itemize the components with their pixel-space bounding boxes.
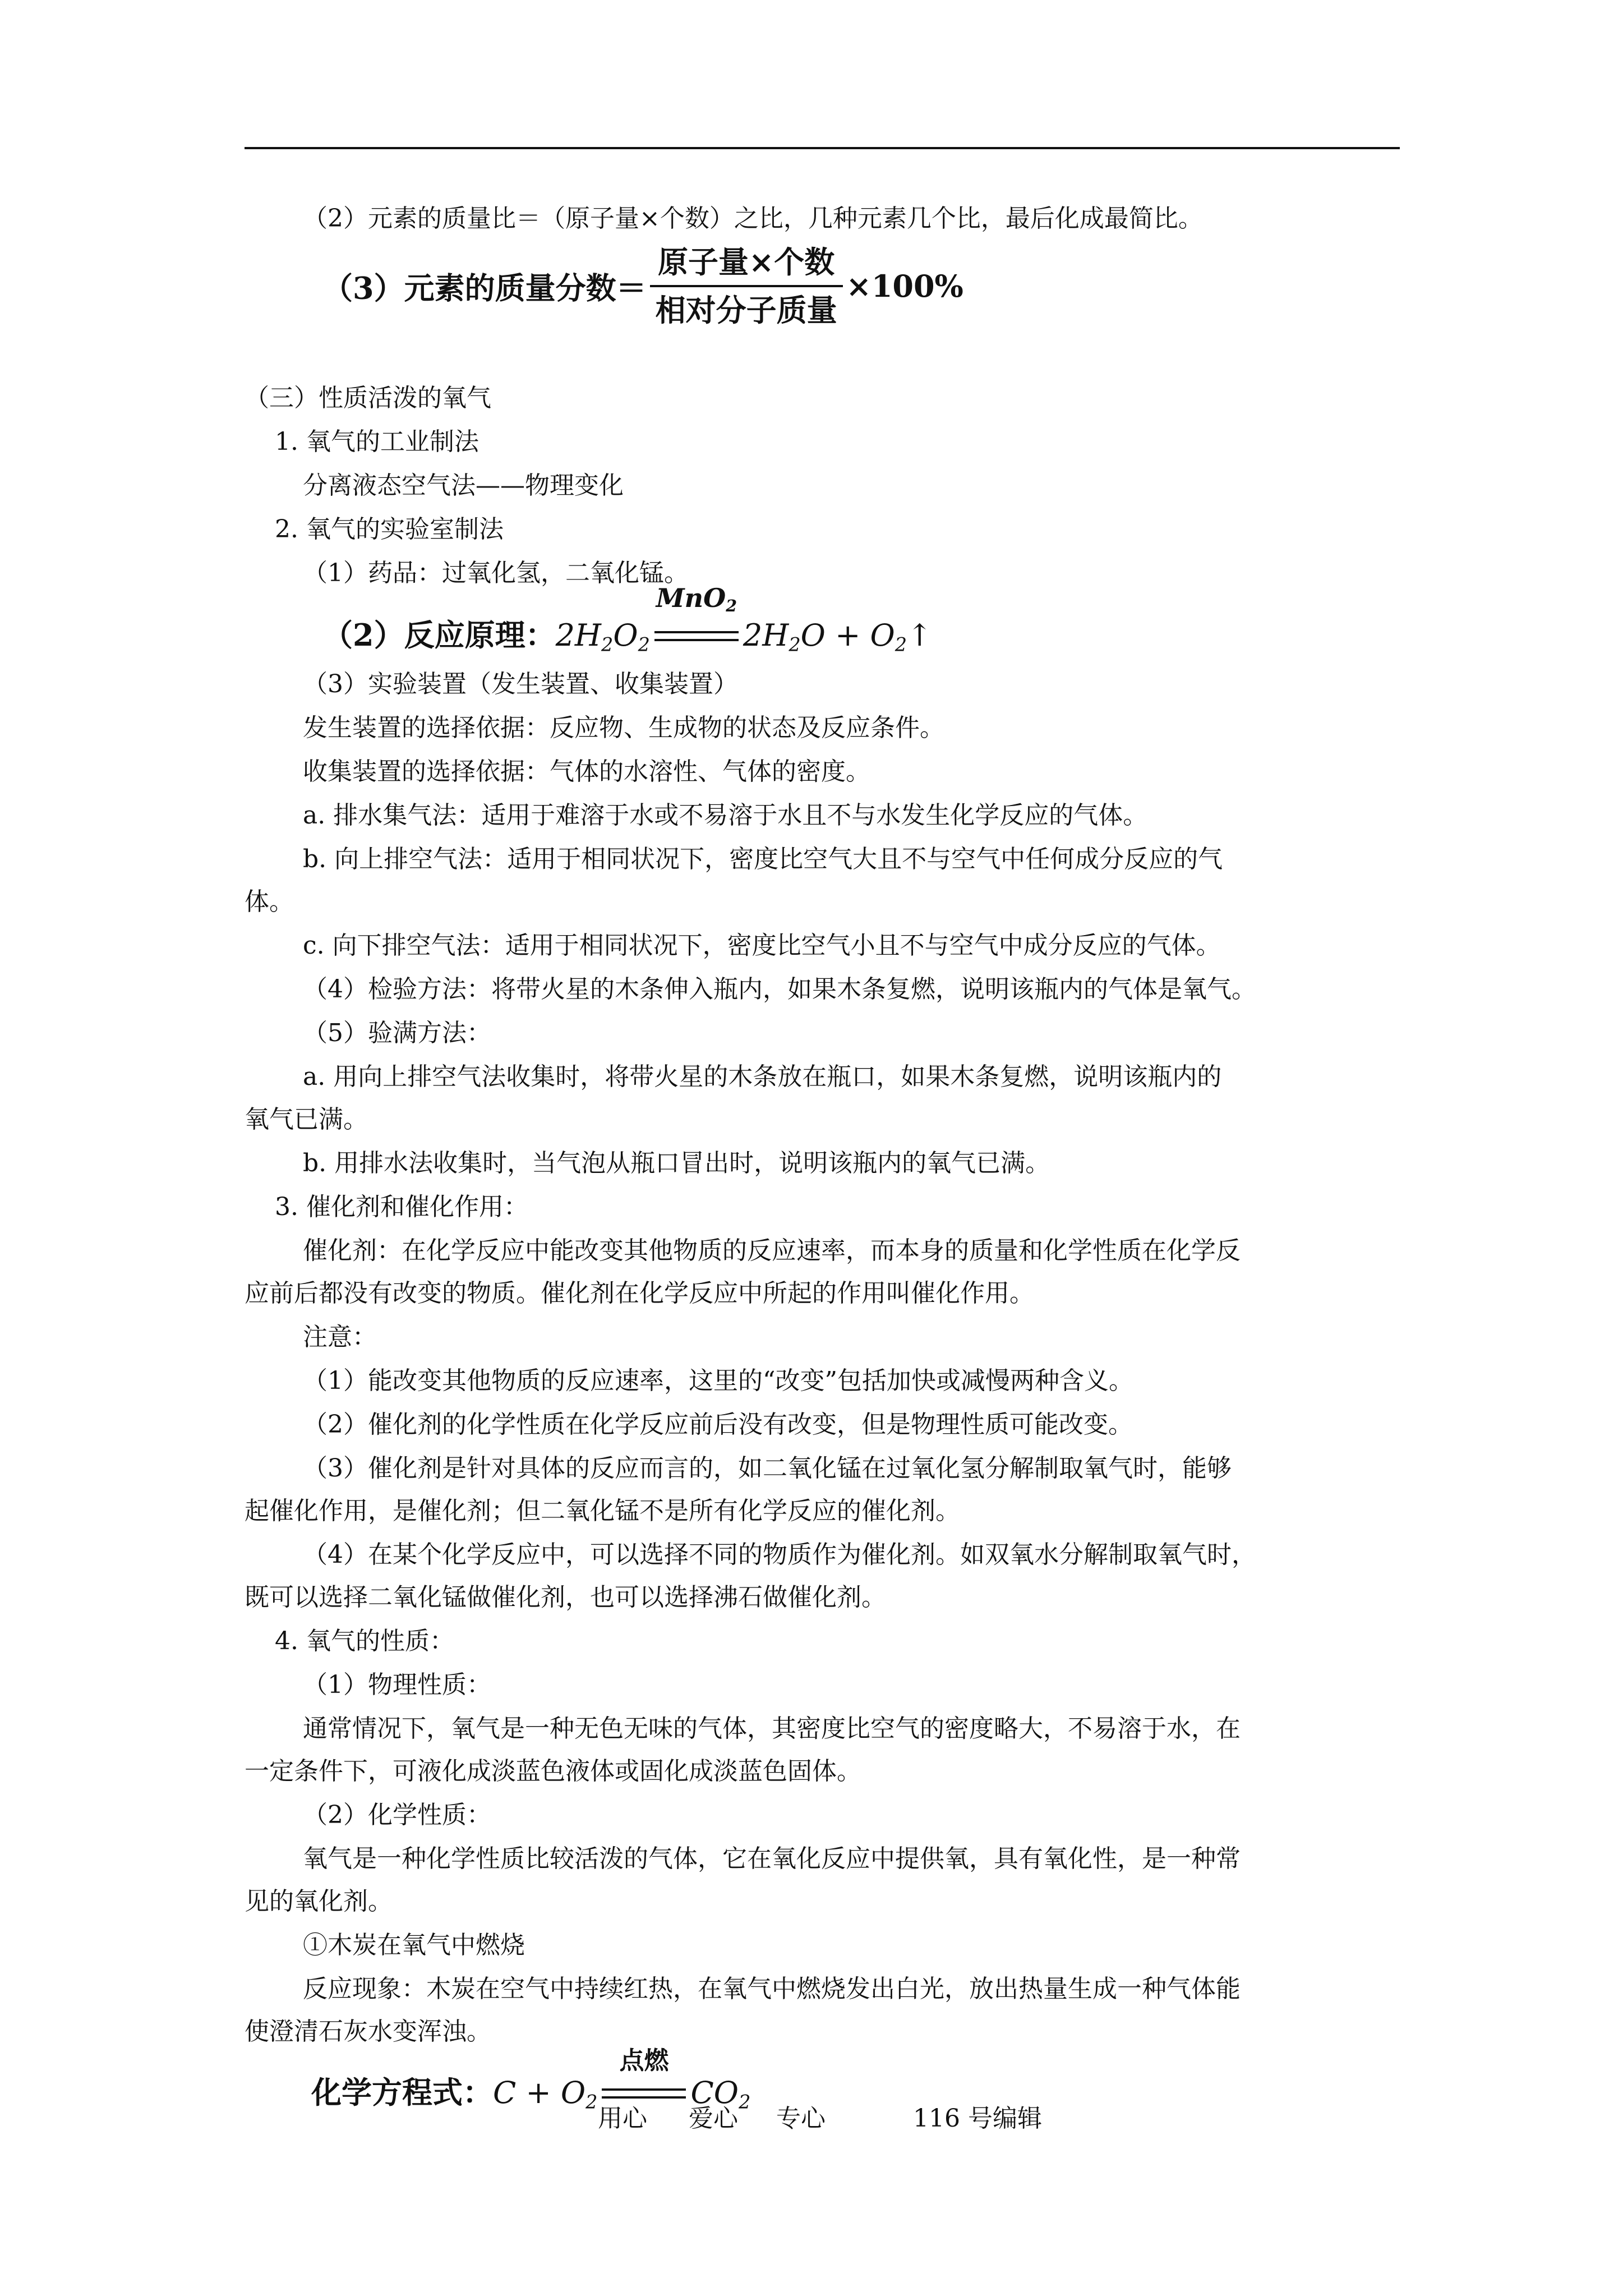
text-line: 既可以选择二氧化锰做催化剂，也可以选择沸石做催化剂。 — [245, 1583, 886, 1612]
fraction-denominator: 相对分子质量 — [655, 292, 837, 328]
text-line: b. 向上排空气法：适用于相同状况下，密度比空气大且不与空气中任何成分反应的气 — [303, 845, 1223, 873]
text-line: a. 用向上排空气法收集时，将带火星的木条放在瓶口，如果木条复燃，说明该瓶内的 — [303, 1062, 1222, 1091]
mass-fraction-formula — [322, 242, 963, 330]
text-line: 2. 氧气的实验室制法 — [275, 515, 504, 544]
text-line: a. 排水集气法：适用于难溶于水或不易溶于水且不与水发生化学反应的气体。 — [303, 801, 1148, 830]
ignition-label: 点燃 — [619, 2046, 669, 2075]
text-line: （3）实验装置（发生装置、收集装置） — [303, 670, 738, 698]
footer-item-3: 专心 — [776, 2104, 826, 2133]
text-line: （三）性质活泼的氧气 — [245, 384, 491, 412]
reaction-prefix: （2）反应原理： — [322, 617, 556, 653]
carbon-product: $CO_2$ — [690, 2075, 751, 2113]
carbon-prefix: 化学方程式： — [311, 2074, 493, 2110]
text-line: 分离液态空气法——物理变化 — [303, 471, 624, 500]
catalyst-condition: MnO$_2$ — [654, 612, 739, 646]
text-line: （1）药品：过氧化氢，二氧化锰。 — [303, 559, 689, 587]
footer-item-2: 爱心 — [689, 2104, 738, 2133]
text-line: 收集装置的选择依据：气体的水溶性、气体的密度。 — [303, 757, 870, 786]
text-line: （2）化学性质： — [303, 1801, 491, 1829]
text-line: （1）物理性质： — [303, 1671, 491, 1699]
mass-fraction-fraction — [650, 242, 843, 330]
carbon-reactants: $C + O_2$ — [493, 2075, 598, 2113]
carbon-combustion-formula — [311, 2046, 751, 2113]
footer-item-1: 用心 — [598, 2104, 647, 2133]
text-line: 体。 — [245, 887, 294, 916]
fraction-numerator: 原子量×个数 — [650, 242, 843, 287]
text-line: 见的氧化剂。 — [245, 1887, 393, 1916]
text-line: 通常情况下，氧气是一种无色无味的气体，其密度比空气的密度略大，不易溶于水，在 — [303, 1714, 1241, 1743]
text-line: 反应现象：木炭在空气中持续红热，在氧气中燃烧发出白光，放出热量生成一种气体能 — [303, 1975, 1241, 2003]
text-line: （4）在某个化学反应中，可以选择不同的物质作为催化剂。如双氧水分解制取氧气时， — [303, 1540, 1256, 1569]
reaction-principle-formula — [322, 583, 933, 656]
text-line: b. 用排水法收集时，当气泡从瓶口冒出时，说明该瓶内的氧气已满。 — [303, 1149, 1050, 1177]
text-line: c. 向下排空气法：适用于相同状况下，密度比空气小且不与空气中成分反应的气体。 — [303, 931, 1221, 960]
reactant-h2o2: $2H_2O_2$ — [555, 618, 650, 656]
text-line: （5）验满方法： — [303, 1019, 491, 1047]
gas-arrow-icon: ↑ — [907, 618, 933, 653]
footer-item-4: 116 号编辑 — [913, 2104, 1042, 2133]
text-line: 3. 催化剂和催化作用： — [275, 1193, 528, 1221]
text-line: 催化剂：在化学反应中能改变其他物质的反应速率，而本身的质量和化学性质在化学反 — [303, 1236, 1241, 1265]
text-line: 注意： — [303, 1323, 377, 1351]
text-line: ①木炭在氧气中燃烧 — [303, 1931, 525, 1959]
text-line: 起催化作用，是催化剂；但二氧化锰不是所有化学反应的催化剂。 — [245, 1497, 960, 1525]
catalyst-label: MnO — [656, 583, 726, 613]
text-line: 4. 氧气的性质： — [275, 1627, 454, 1655]
products: $2H_2O + O_2$ — [743, 618, 907, 656]
text-line: 氧气已满。 — [245, 1105, 368, 1134]
mass-fraction-suffix: ×100% — [846, 268, 963, 304]
text-line: （2）元素的质量比＝（原子量×个数）之比，几种元素几个比，最后化成最简比。 — [303, 204, 1203, 233]
text-line: 应前后都没有改变的物质。催化剂在化学反应中所起的作用叫催化作用。 — [245, 1279, 1034, 1308]
text-line: 1. 氧气的工业制法 — [275, 427, 479, 456]
text-line: （4）检验方法：将带火星的木条伸入瓶内，如果木条复燃，说明该瓶内的气体是氧气。 — [303, 975, 1256, 1004]
text-line: 氧气是一种化学性质比较活泼的气体，它在氧化反应中提供氧，具有氧化性，是一种常 — [303, 1844, 1241, 1873]
text-line: （3）催化剂是针对具体的反应而言的，如二氧化锰在过氧化氢分解制取氧气时，能够 — [303, 1454, 1232, 1483]
text-line: （2）催化剂的化学性质在化学反应前后没有改变，但是物理性质可能改变。 — [303, 1410, 1133, 1439]
text-line: 发生装置的选择依据：反应物、生成物的状态及反应条件。 — [303, 714, 944, 742]
text-line: 使澄清石灰水变浑浊。 — [245, 2017, 491, 2046]
mass-fraction-prefix: （3）元素的质量分数＝ — [322, 270, 647, 306]
header-rule — [245, 147, 1400, 149]
text-line: 一定条件下，可液化成淡蓝色液体或固化成淡蓝色固体。 — [245, 1757, 861, 1786]
text-line: （1）能改变其他物质的反应速率，这里的“改变”包括加快或减慢两种含义。 — [303, 1366, 1133, 1395]
